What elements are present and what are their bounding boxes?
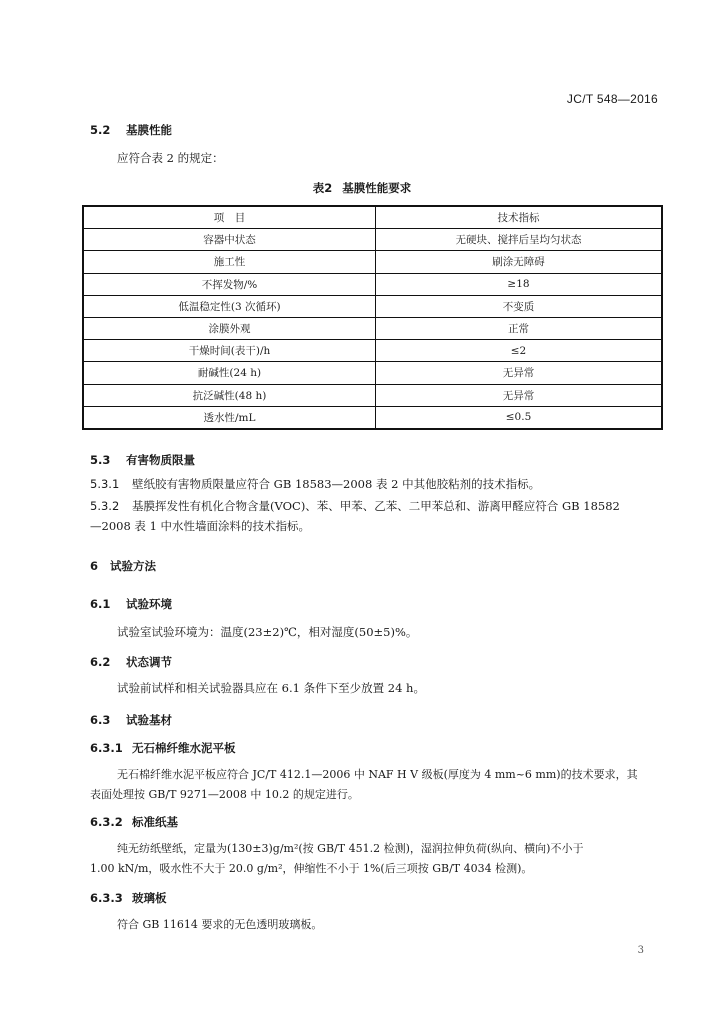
section-6-3-3-heading xyxy=(90,890,167,906)
table-cell: ≤0.5 xyxy=(376,406,663,429)
table-cell: 透水性/mL xyxy=(83,406,376,429)
page-number: 3 xyxy=(637,945,644,956)
table-label: 表2 xyxy=(312,181,333,195)
table-cell: 不挥发物/% xyxy=(83,273,376,295)
section-5-2-heading xyxy=(90,122,172,138)
table-row xyxy=(83,295,662,317)
section-title: 基膜性能 xyxy=(126,123,172,137)
section-6-3-2-heading xyxy=(90,814,178,830)
section-title: 标准纸基 xyxy=(132,815,178,829)
table-caption: 基膜性能要求 xyxy=(342,181,412,195)
section-6-2-heading xyxy=(90,654,172,670)
section-6-3-1-line2: 表面处理按 GB/T 9271—2008 中 10.2 的规定进行。 xyxy=(90,788,359,801)
section-6-3-2-line1: 纯无纺纸壁纸，定量为(130±3)g/m²(按 GB/T 451.2 检测)，湿润拉伸负荷(纵向、横向)不小于 xyxy=(117,842,584,855)
section-title: 无石棉纤维水泥平板 xyxy=(132,741,236,755)
section-title: 试验基材 xyxy=(126,713,172,727)
table-cell: 涂膜外观 xyxy=(83,317,376,339)
clause-number: 5.3.2 xyxy=(90,499,120,513)
clause-5-3-2 xyxy=(90,498,620,514)
section-6-1-text: 试验室试验环境为：温度(23±2)℃，相对湿度(50±5)%。 xyxy=(117,625,418,639)
section-6-1-heading xyxy=(90,596,172,612)
table-cell: 无硬块、搅拌后呈均匀状态 xyxy=(376,229,663,251)
table-cell: 干燥时间(表干)/h xyxy=(83,340,376,362)
clause-text-line1: 基膜挥发性有机化合物含量(VOC)、苯、甲苯、乙苯、二甲苯总和、游离甲醛应符合 GB 18582 xyxy=(132,499,620,513)
table-row xyxy=(83,317,662,339)
section-6-3-1-line1: 无石棉纤维水泥平板应符合 JC/T 412.1—2006 中 NAF H V 级板(厚度为 4 mm~6 mm)的技术要求，其 xyxy=(117,768,638,781)
spec-table xyxy=(82,205,663,430)
column-header-item: 项 目 xyxy=(83,206,376,229)
table-cell: 正常 xyxy=(376,317,663,339)
section-6-3-1-heading xyxy=(90,740,236,756)
section-title: 玻璃板 xyxy=(132,891,167,905)
section-5-2-text: 应符合表 2 的规定： xyxy=(117,151,224,165)
table-cell: 施工性 xyxy=(83,251,376,273)
table-cell: 抗泛碱性(48 h) xyxy=(83,384,376,406)
table-row xyxy=(83,384,662,406)
section-title: 试验方法 xyxy=(110,559,156,573)
table-cell: 不变质 xyxy=(376,295,663,317)
section-number: 6.3 xyxy=(90,713,111,727)
section-number: 5.3 xyxy=(90,453,111,467)
section-6-3-2-line2: 1.00 kN/m，吸水性不大于 20.0 g/m²，伸缩性不小于 1%(后三项按 GB/T 4034 检测)。 xyxy=(90,862,533,875)
table-cell: 耐碱性(24 h) xyxy=(83,362,376,384)
table-row xyxy=(83,362,662,384)
table-cell: ≤2 xyxy=(376,340,663,362)
column-header-spec: 技术指标 xyxy=(376,206,663,229)
section-number: 6.1 xyxy=(90,597,111,611)
table-cell: 容器中状态 xyxy=(83,229,376,251)
section-6-2-text: 试验前试样和相关试验器具应在 6.1 条件下至少放置 24 h。 xyxy=(117,681,425,695)
table-row xyxy=(83,251,662,273)
table-cell: ≥18 xyxy=(376,273,663,295)
table-cell: 无异常 xyxy=(376,362,663,384)
section-number: 6.3.3 xyxy=(90,891,123,905)
section-5-3-heading xyxy=(90,452,195,468)
table-row xyxy=(83,406,662,429)
section-title: 试验环境 xyxy=(126,597,172,611)
table-row xyxy=(83,273,662,295)
clause-5-3-2-line2: —2008 表 1 中水性墙面涂料的技术指标。 xyxy=(90,519,311,533)
table-cell: 刷涂无障碍 xyxy=(376,251,663,273)
table-row xyxy=(83,340,662,362)
section-number: 6.3.1 xyxy=(90,741,123,755)
table-row xyxy=(83,229,662,251)
section-6-3-3-text: 符合 GB 11614 要求的无色透明玻璃板。 xyxy=(117,918,323,931)
table-header-row xyxy=(83,206,662,229)
section-number: 5.2 xyxy=(90,123,111,137)
clause-number: 5.3.1 xyxy=(90,477,120,491)
table-cell: 无异常 xyxy=(376,384,663,406)
section-title: 状态调节 xyxy=(126,655,172,669)
section-6-heading xyxy=(90,558,156,574)
standard-number: JC/T 548—2016 xyxy=(566,92,658,106)
section-number: 6.2 xyxy=(90,655,111,669)
table-title xyxy=(0,180,724,196)
section-number: 6 xyxy=(90,559,99,573)
section-title: 有害物质限量 xyxy=(126,453,195,467)
section-6-3-heading xyxy=(90,712,172,728)
section-number: 6.3.2 xyxy=(90,815,123,829)
clause-text: 壁纸胶有害物质限量应符合 GB 18583—2008 表 2 中其他胶粘剂的技术指标。 xyxy=(132,477,541,491)
clause-5-3-1 xyxy=(90,476,540,492)
table-cell: 低温稳定性(3 次循环) xyxy=(83,295,376,317)
